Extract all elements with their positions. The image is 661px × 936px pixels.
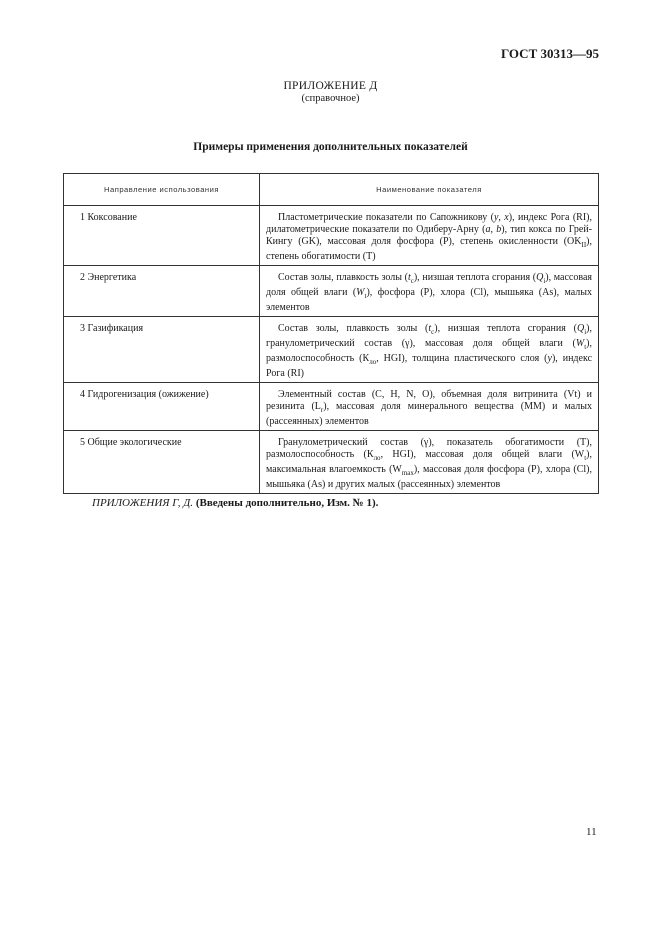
table-row (64, 431, 599, 494)
amendment-text: (Введены дополнительно, Изм. № 1). (195, 497, 379, 509)
usage-cell: 5 Общие экологические (64, 431, 260, 494)
table-heading: Примеры применения дополнительных показателей (193, 141, 468, 153)
column-header-usage: Направление использования (64, 174, 260, 206)
table-row (64, 317, 599, 383)
annex-title: ПРИЛОЖЕНИЕ Д (283, 80, 378, 92)
standard-id: ГОСТ 30313—95 (500, 46, 599, 61)
page-number: 11 (586, 826, 597, 838)
column-header-indicator: Наименование показателя (260, 174, 599, 206)
annex-subtitle: (справочное) (301, 93, 360, 104)
table-header-row (64, 174, 599, 206)
amendment-note (92, 497, 378, 509)
indicators-table (63, 173, 599, 494)
table-row (64, 266, 599, 317)
table-row (64, 383, 599, 431)
amendment-annexes: ПРИЛОЖЕНИЯ Г, Д. (92, 497, 194, 509)
indicator-cell: Гранулометрический состав (γ), показатель обогатимости (Т), размолоспособность ($К_{лo}$, HGI), массовая доля общей влаги $(W_t)$, максимальная влагоемкость $(W_{max})$, массовая доля фосфора (Р), хлора (Cl), мышьяка (As) и других малых (рассеянных) элементов (260, 431, 599, 494)
indicator-cell: Состав золы, плавкость золы $(t_c)$, низшая теплота сгорания $(Q_i)$, гранулометрический состав (γ), массовая доля общей влаги $(W_t)$, размолоспособность ($К_{лo}$, HGI), толщина пластического слоя (у), индекс Рога (RI) (260, 317, 599, 383)
usage-cell: 3 Газификация (64, 317, 260, 383)
usage-cell: 4 Гидрогенизация (ожижение) (64, 383, 260, 431)
indicator-cell: Элементный состав (С, Н, N, О), объемная доля витринита (Vt) и резинита $(L_r)$, массовая доля минерального вещества (ММ) и малых (рассеянных) элементов (260, 383, 599, 431)
table-row (64, 206, 599, 266)
usage-cell: 2 Энергетика (64, 266, 260, 317)
indicator-cell: Состав золы, плавкость золы $(t_c)$, низшая теплота сгорания $(Q_i)$, массовая доля общей влаги $(W_t)$, фосфора (Р), хлора (Cl), мышьяка (As), малых элементов (260, 266, 599, 317)
indicator-cell: Пластометрические показатели по Сапожникову (у, х), индекс Рога (RI), дилатометрические показатели по Одиберу-Арну (а, b), тип кокса по Грей-Кингу (GK), массовая доля фосфора (Р), степень окисленности $(OK_{II})$, степень обогатимости (Т) (260, 206, 599, 266)
usage-cell: 1 Коксование (64, 206, 260, 266)
